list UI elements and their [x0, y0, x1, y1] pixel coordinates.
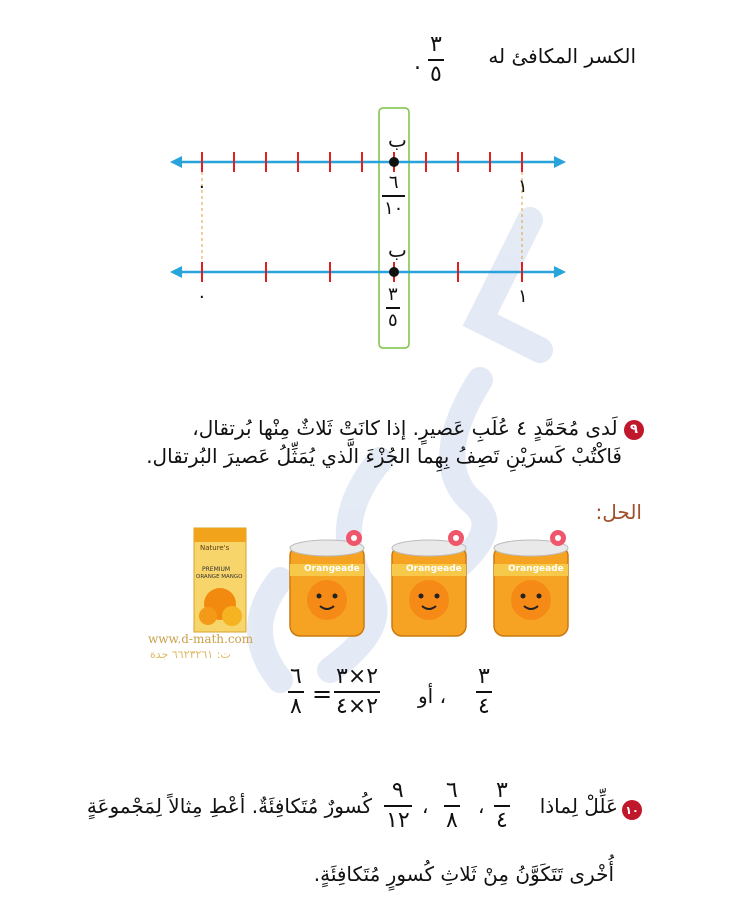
label-b-bottom: ب [388, 238, 407, 262]
solution-label: الحل: [595, 500, 642, 524]
fraction-denominator: ٢×٤ [336, 694, 379, 719]
q10-fraction-2 [444, 780, 460, 832]
answer-equals: = [312, 680, 333, 708]
q10-fraction-1 [494, 780, 510, 832]
question-10-line2: أُخْرى تَتَكَوَّنُ مِنْ ثَلاثِ كُسورٍ مُتَكافِئَةٍ. [313, 862, 614, 886]
fraction-bottom [386, 286, 400, 330]
can-brand-1: Orangeade [304, 564, 360, 574]
can-brand-3: Orangeade [508, 564, 564, 574]
point-b-bottom [389, 267, 399, 277]
fraction-denominator: ١٢ [386, 808, 410, 833]
carton-line2: ORANGE MANGO [196, 574, 243, 580]
fraction-numerator: ٣ [430, 32, 442, 57]
point-b-top [389, 157, 399, 167]
q10-separator-1: ، [478, 794, 485, 818]
question-9-line2 [146, 442, 644, 470]
fraction-denominator: ٥ [388, 310, 398, 331]
label-one-top: ١ [518, 176, 528, 197]
fraction-top [382, 174, 405, 218]
fraction-denominator: ٨ [290, 694, 302, 719]
question-10-intro: عَلِّلْ لِماذا [539, 794, 618, 818]
fraction-numerator: ٦ [446, 778, 458, 803]
answer-fraction-b [334, 666, 380, 718]
answer-or: ، أو [418, 684, 447, 708]
fraction-denominator: ٥ [430, 62, 442, 87]
label-zero-top: ٠ [197, 176, 207, 197]
label-zero-bottom: ٠ [197, 286, 207, 307]
fraction-numerator: ٣ [388, 284, 398, 305]
juice-can-image-1 [282, 524, 372, 644]
question-number-badge-10: ١٠ [622, 800, 642, 820]
header-text: الكسر المكافئ له [488, 44, 636, 68]
question-number-badge: ٩ [624, 420, 644, 440]
question-9 [146, 414, 644, 470]
fraction-numerator: ٦ [388, 172, 399, 193]
fraction-denominator: ١٠ [384, 198, 404, 219]
header-fraction [428, 34, 444, 86]
carton-brand: Nature's [200, 544, 230, 552]
question-10-rest: كُسورٌ مُتَكافِئَةٌ. أعْطِ مِثالاً لِمَجْموعَةٍ [86, 794, 372, 818]
fraction-denominator: ٤ [478, 694, 490, 719]
fraction-denominator: ٤ [496, 808, 508, 833]
label-one-bottom: ١ [518, 286, 528, 307]
juice-can-image-3 [486, 524, 576, 644]
question-9-line1 [146, 414, 644, 442]
juice-can-image-2 [384, 524, 474, 644]
label-b-top: ب [388, 128, 407, 152]
fraction-denominator: ٨ [446, 808, 458, 833]
juice-carton-image [192, 524, 248, 634]
carton-line1: PREMIUM [202, 566, 231, 573]
website-text: www.d-math.com [148, 632, 254, 646]
fraction-numerator: ٣ [478, 664, 490, 689]
answer-fraction-a [476, 666, 492, 718]
q10-fraction-3 [384, 780, 412, 832]
number-lines-figure [160, 100, 580, 360]
fraction-numerator: ٢×٣ [336, 664, 379, 689]
question-9-text2: فَاكْتُبْ كَسرَيْنِ تَصِفُ بِهِما الجُزْءَ الَّذي يُمَثِّلُ عَصيرَ البُرتقال. [146, 444, 622, 468]
header-line [488, 44, 636, 68]
fraction-numerator: ٣ [496, 778, 508, 803]
header-dot: . [414, 50, 421, 75]
number-line-top [170, 152, 566, 172]
fraction-numerator: ٩ [391, 778, 404, 803]
question-9-text1: لَدى مُحَمَّدٍ ٤ عُلَبِ عَصيرٍ. إذا كانَتْ ثَلاثٌ مِنْها بُرتقال، [192, 416, 618, 440]
can-brand-2: Orangeade [406, 564, 462, 574]
phone-text: ت: ٦٦٢٣٢٦١ جدة [150, 648, 231, 661]
number-line-bottom [170, 262, 566, 282]
q10-separator-2: ، [422, 794, 429, 818]
answer-fraction-c [288, 666, 304, 718]
fraction-numerator: ٦ [290, 664, 302, 689]
